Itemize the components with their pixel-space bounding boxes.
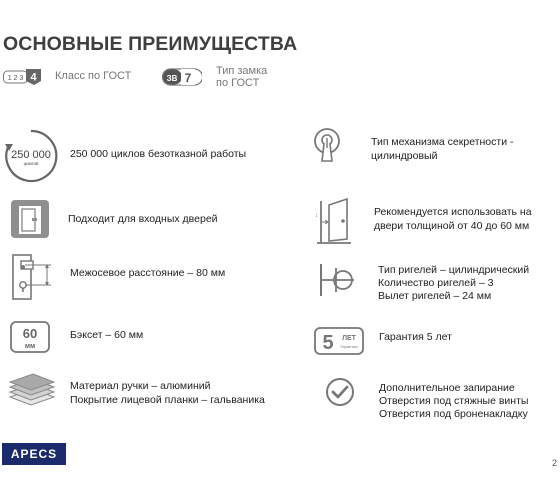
check-icon	[325, 377, 355, 407]
gost-lock-type-label-2: по ГОСТ	[216, 77, 260, 89]
feature-extra-text-3: Отверстия под броненакладку	[379, 408, 528, 420]
lock-distance-icon	[9, 252, 57, 302]
svg-text:циклов: циклов	[23, 161, 39, 166]
feature-door-text: Подходит для входных дверей	[68, 213, 218, 225]
feature-extra-text-2: Отверстия под стяжные винты	[379, 395, 529, 407]
svg-text:5: 5	[322, 332, 334, 354]
svg-text:ЛЕТ: ЛЕТ	[342, 335, 356, 342]
cylinder-icon	[312, 126, 342, 168]
page-title: ОСНОВНЫЕ ПРЕИМУЩЕСТВА	[3, 33, 298, 55]
apecs-logo: APECS	[2, 443, 66, 465]
svg-text:мм: мм	[24, 343, 36, 350]
feature-cylinder-text-2: цилиндровый	[371, 150, 438, 162]
layers-icon	[7, 373, 57, 409]
svg-text:1 2 3: 1 2 3	[7, 75, 24, 82]
feature-cycles-text: 250 000 циклов безотказной работы	[70, 148, 247, 160]
svg-text:ЗВ: ЗВ	[166, 74, 178, 83]
gost-class-label: Класс по ГОСТ	[55, 70, 132, 82]
gost-class-icon	[3, 68, 43, 86]
feature-bolts-text-3: Вылет ригелей – 24 мм	[378, 290, 492, 302]
feature-extra-text-1: Дополнительное запирание	[379, 382, 515, 394]
feature-distance-text: Межосевое расстояние – 80 мм	[70, 267, 226, 279]
bolts-icon	[316, 262, 358, 298]
svg-text:250 000: 250 000	[11, 149, 51, 161]
feature-material-text-2: Покрытие лицевой планки – гальваника	[70, 394, 265, 406]
door-icon	[11, 200, 49, 238]
svg-text:↕: ↕	[315, 213, 318, 219]
gost-lock-type-label-1: Тип замка	[216, 65, 268, 77]
svg-text:Гарантия: Гарантия	[340, 344, 358, 349]
backset-icon	[10, 321, 50, 353]
feature-warranty-text: Гарантия 5 лет	[379, 331, 452, 343]
feature-material-text-1: Материал ручки – алюминий	[70, 380, 211, 392]
feature-backset-text: Бэксет – 60 мм	[70, 329, 144, 341]
svg-text:60: 60	[22, 326, 38, 341]
feature-bolts-text-1: Тип ригелей – цилиндрический	[378, 264, 530, 276]
cycles-icon	[2, 127, 60, 185]
feature-thickness-text-1: Рекомендуется использовать на	[374, 206, 532, 218]
feature-bolts-text-2: Количество ригелей – 3	[378, 277, 494, 289]
feature-thickness-text-2: двери толщиной от 40 до 60 мм	[374, 220, 530, 232]
warranty-icon	[314, 327, 364, 355]
svg-text:4: 4	[30, 71, 37, 84]
feature-cylinder-text-1: Тип механизма секретности -	[371, 136, 514, 148]
svg-text:7: 7	[184, 71, 192, 85]
page-number: 2	[551, 458, 557, 468]
door-thickness-icon	[313, 197, 353, 245]
gost-lock-type-icon	[162, 67, 202, 87]
